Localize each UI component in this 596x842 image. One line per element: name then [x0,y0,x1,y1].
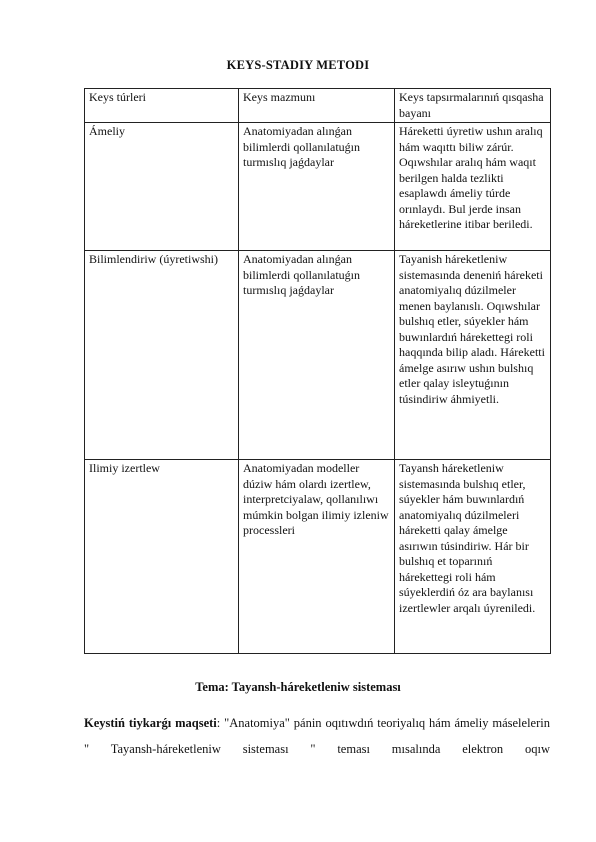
header-cell: Keys tapsırmalarınıń qısqasha bayanı [395,89,551,123]
table-cell: Anatomiyadan alınǵan bilimlerdi qollanılatuǵın turmıslıq jaǵdaylar [239,123,395,251]
table-cell: Tayansh háreketleniw sistemasında bulshıq etler, súyekler hám buwınlardıń anatomiyalıq dúzilmeleri háreketti qalay ámelge asırıwın túsindiriw. Hár bir bulshıq et toparınıń hárekettegi roli hám súyeklerdiń óz ara baylanısı izertlewler arqalı úyreniledi. [395,460,551,654]
table-header-row [85,89,551,123]
paragraph-text: : "Anatomiya" pánin oqıtıwdıń teoriyalıq hám ámeliy máselelerin " Tayansh-háreketleniw sisteması " teması mısalında elektron oqıw [84,716,550,756]
section-subtitle: Tema: Tayansh-háreketleniw sisteması [195,680,401,694]
body-paragraph [84,710,550,762]
document-title: KEYS-STADIY METODI [226,58,370,72]
header-cell: Keys túrleri [85,89,239,123]
table-cell: Ámeliy [85,123,239,251]
table-row [85,251,551,460]
keys-table [84,88,551,654]
table-cell: Tayanish háreketleniw sistemasında deneniń háreketi anatomiyalıq dúzilmeler menen baylanıslı. Oqıwshılar bulshıq etler, súyekler hám buwınlardıń hárekettegi roli haqqında bilip aladı. Háreketti ámelge asırıw ushın bulshıq etler qalay isleytuǵının túsindiriw áhmiyetli. [395,251,551,460]
table-cell: Anatomiyadan alınǵan bilimlerdi qollanılatuǵın turmıslıq jaǵdaylar [239,251,395,460]
table-cell: Bilimlendiriw (úyretiwshi) [85,251,239,460]
paragraph-lead: Keystiń tiykarǵı maqseti [84,716,217,730]
table-cell: Anatomiyadan modeller dúziw hám olardı izertlew, interpretciyalaw, qollanılıwı múmkin bolgan ilimiy izleniw processleri [239,460,395,654]
table-cell: Ilimiy izertlew [85,460,239,654]
header-cell: Keys mazmunı [239,89,395,123]
table-cell: Háreketti úyretiw ushın aralıq hám waqıttı biliw zárúr. Oqıwshılar aralıq hám waqıt berilgen halda tezlikti esaplawdı ámeliy túrde orınlaydı. Bul jerde insan háreketlerine itibar beriledi. [395,123,551,251]
table-row [85,460,551,654]
table-row [85,123,551,251]
